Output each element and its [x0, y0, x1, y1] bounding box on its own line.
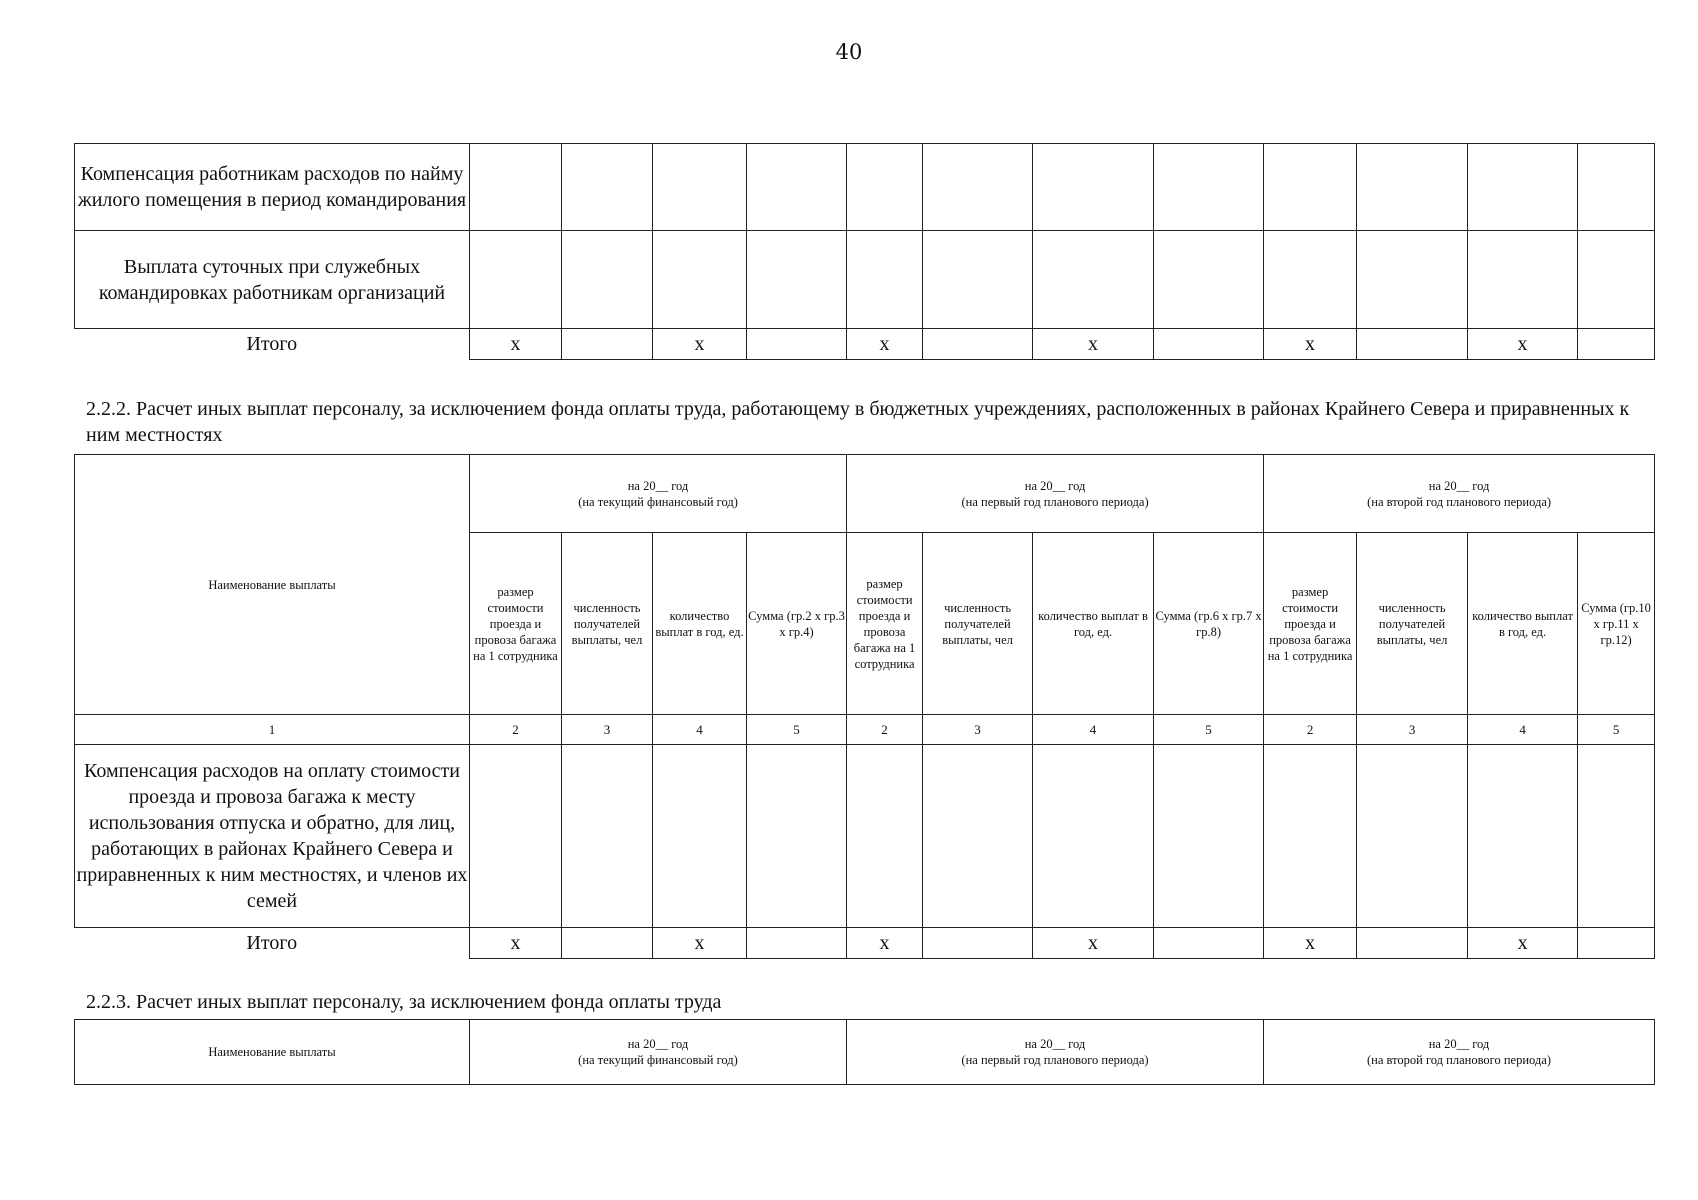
- data-cell: [1154, 745, 1264, 928]
- period-header-first-plan: [847, 455, 1264, 533]
- data-cell: [847, 231, 923, 329]
- x-mark: х: [1033, 928, 1154, 959]
- period-header-current: [470, 455, 847, 533]
- data-cell: [1468, 231, 1578, 329]
- column-header: размер стоимости проезда и провоза багажа на 1 сотрудника: [847, 533, 923, 715]
- total-label: Итого: [246, 931, 298, 954]
- data-cell: [747, 329, 847, 360]
- column-number: 4: [1468, 715, 1578, 745]
- other-payments-table: [74, 1019, 1655, 1085]
- data-cell: [653, 745, 747, 928]
- data-cell: [923, 231, 1033, 329]
- period-year: на 20__ год: [627, 1037, 689, 1051]
- total-row: [75, 928, 1655, 959]
- data-cell: [923, 745, 1033, 928]
- data-cell: [1154, 144, 1264, 231]
- x-mark: х: [653, 928, 747, 959]
- column-header: количество выплат в год, ед.: [653, 533, 747, 715]
- data-cell: [1154, 329, 1264, 360]
- data-cell: [470, 144, 562, 231]
- data-cell: [1357, 928, 1468, 959]
- data-cell: [470, 745, 562, 928]
- column-number: 3: [1357, 715, 1468, 745]
- column-number: 5: [1154, 715, 1264, 745]
- data-cell: [747, 144, 847, 231]
- x-mark: х: [847, 329, 923, 360]
- data-cell: [1033, 144, 1154, 231]
- page-number: 40: [835, 40, 863, 64]
- data-cell: [470, 231, 562, 329]
- data-cell: [1154, 231, 1264, 329]
- column-number: 5: [1578, 715, 1655, 745]
- data-cell: [1154, 928, 1264, 959]
- period-year: на 20__ год: [1428, 478, 1490, 493]
- data-cell: [1264, 144, 1357, 231]
- data-cell: [1357, 745, 1468, 928]
- column-number: 3: [923, 715, 1033, 745]
- column-number: 1: [75, 715, 470, 745]
- column-header: Сумма (гр.6 х гр.7 х гр.8): [1154, 533, 1264, 715]
- x-mark: х: [470, 928, 562, 959]
- data-cell: [1357, 231, 1468, 329]
- data-cell: [1468, 745, 1578, 928]
- payment-name-cell: Выплата суточных при служебных командировках работникам организаций: [75, 231, 470, 329]
- period-header-second-plan: [1264, 1020, 1655, 1085]
- data-cell: [923, 928, 1033, 959]
- data-cell: [1264, 745, 1357, 928]
- x-mark: х: [653, 329, 747, 360]
- column-header: количество выплат в год, ед.: [1468, 533, 1578, 715]
- data-cell: [1357, 329, 1468, 360]
- period-header-second-plan: [1264, 455, 1655, 533]
- data-cell: [747, 928, 847, 959]
- data-cell: [747, 745, 847, 928]
- x-mark: х: [1033, 329, 1154, 360]
- period-year: на 20__ год: [1024, 478, 1086, 493]
- data-cell: [562, 329, 653, 360]
- column-numbers-row: [75, 715, 1655, 745]
- column-header: численность получателей выплаты, чел: [1357, 533, 1468, 715]
- column-header: размер стоимости проезда и провоза багажа на 1 сотрудника: [470, 533, 562, 715]
- x-mark: х: [1468, 329, 1578, 360]
- period-desc: (на первый год планового периода): [961, 494, 1149, 509]
- travel-expenses-table: [74, 143, 1655, 360]
- data-cell: [1033, 745, 1154, 928]
- column-number: 5: [747, 715, 847, 745]
- column-header: численность получателей выплаты, чел: [923, 533, 1033, 715]
- table-row: [75, 144, 1655, 231]
- data-cell: [562, 231, 653, 329]
- period-year: на 20__ год: [627, 478, 689, 493]
- payment-name-cell: Компенсация работникам расходов по найму жилого помещения в период командирования: [75, 144, 470, 231]
- data-cell: [653, 144, 747, 231]
- total-row: [75, 329, 1655, 360]
- x-mark: х: [1264, 329, 1357, 360]
- column-header: размер стоимости проезда и провоза багажа на 1 сотрудника: [1264, 533, 1357, 715]
- period-year: на 20__ год: [1428, 1037, 1490, 1051]
- header-row: [75, 1020, 1655, 1085]
- column-number: 2: [470, 715, 562, 745]
- data-cell: [1357, 144, 1468, 231]
- x-mark: х: [470, 329, 562, 360]
- data-cell: [923, 144, 1033, 231]
- column-header-name: Наименование выплаты: [75, 455, 470, 715]
- period-year: на 20__ год: [1024, 1037, 1086, 1051]
- data-cell: [1578, 745, 1655, 928]
- table-row: [75, 745, 1655, 928]
- data-cell: [1033, 231, 1154, 329]
- period-desc: (на текущий финансовый год): [578, 494, 738, 509]
- period-desc: (на второй год планового периода): [1367, 494, 1552, 509]
- data-cell: [1264, 231, 1357, 329]
- period-header-current: [470, 1020, 847, 1085]
- header-row: [75, 455, 1655, 533]
- column-header: Сумма (гр.2 х гр.3 х гр.4): [747, 533, 847, 715]
- column-header: количество выплат в год, ед.: [1033, 533, 1154, 715]
- north-payments-table: [74, 454, 1655, 959]
- data-cell: [1578, 329, 1655, 360]
- section-title-2-2-2: 2.2.2. Расчет иных выплат персоналу, за исключением фонда оплаты труда, работающему в бюджетных учреждениях, расположенных в районах Крайнего Севера и приравненных к ним местностях: [86, 398, 1630, 446]
- column-number: 2: [1264, 715, 1357, 745]
- table-row: [75, 231, 1655, 329]
- data-cell: [1578, 144, 1655, 231]
- column-header: численность получателей выплаты, чел: [562, 533, 653, 715]
- data-cell: [562, 745, 653, 928]
- data-cell: [747, 231, 847, 329]
- x-mark: х: [847, 928, 923, 959]
- period-desc: (на второй год планового периода): [1367, 1053, 1551, 1067]
- period-desc: (на текущий финансовый год): [578, 1053, 738, 1067]
- column-header: Сумма (гр.10 х гр.11 х гр.12): [1578, 533, 1655, 715]
- column-number: 4: [653, 715, 747, 745]
- data-cell: [562, 144, 653, 231]
- x-mark: х: [1264, 928, 1357, 959]
- column-number: 2: [847, 715, 923, 745]
- data-cell: [653, 231, 747, 329]
- data-cell: [1578, 231, 1655, 329]
- data-cell: [562, 928, 653, 959]
- column-number: 3: [562, 715, 653, 745]
- total-label: Итого: [246, 332, 298, 355]
- data-cell: [1468, 144, 1578, 231]
- data-cell: [847, 144, 923, 231]
- data-cell: [923, 329, 1033, 360]
- period-desc: (на первый год планового периода): [961, 1053, 1149, 1067]
- data-cell: [1578, 928, 1655, 959]
- period-header-first-plan: [847, 1020, 1264, 1085]
- payment-name-cell: Компенсация расходов на оплату стоимости проезда и провоза багажа к месту использования отпуска и обратно, для лиц, работающих в районах Крайнего Севера и приравненных к ним местностях, и членов их семей: [75, 745, 470, 928]
- column-header-name: Наименование выплаты: [75, 1020, 470, 1085]
- section-title-2-2-3: 2.2.3. Расчет иных выплат персоналу, за исключением фонда оплаты труда: [86, 991, 722, 1013]
- data-cell: [847, 745, 923, 928]
- x-mark: х: [1468, 928, 1578, 959]
- column-number: 4: [1033, 715, 1154, 745]
